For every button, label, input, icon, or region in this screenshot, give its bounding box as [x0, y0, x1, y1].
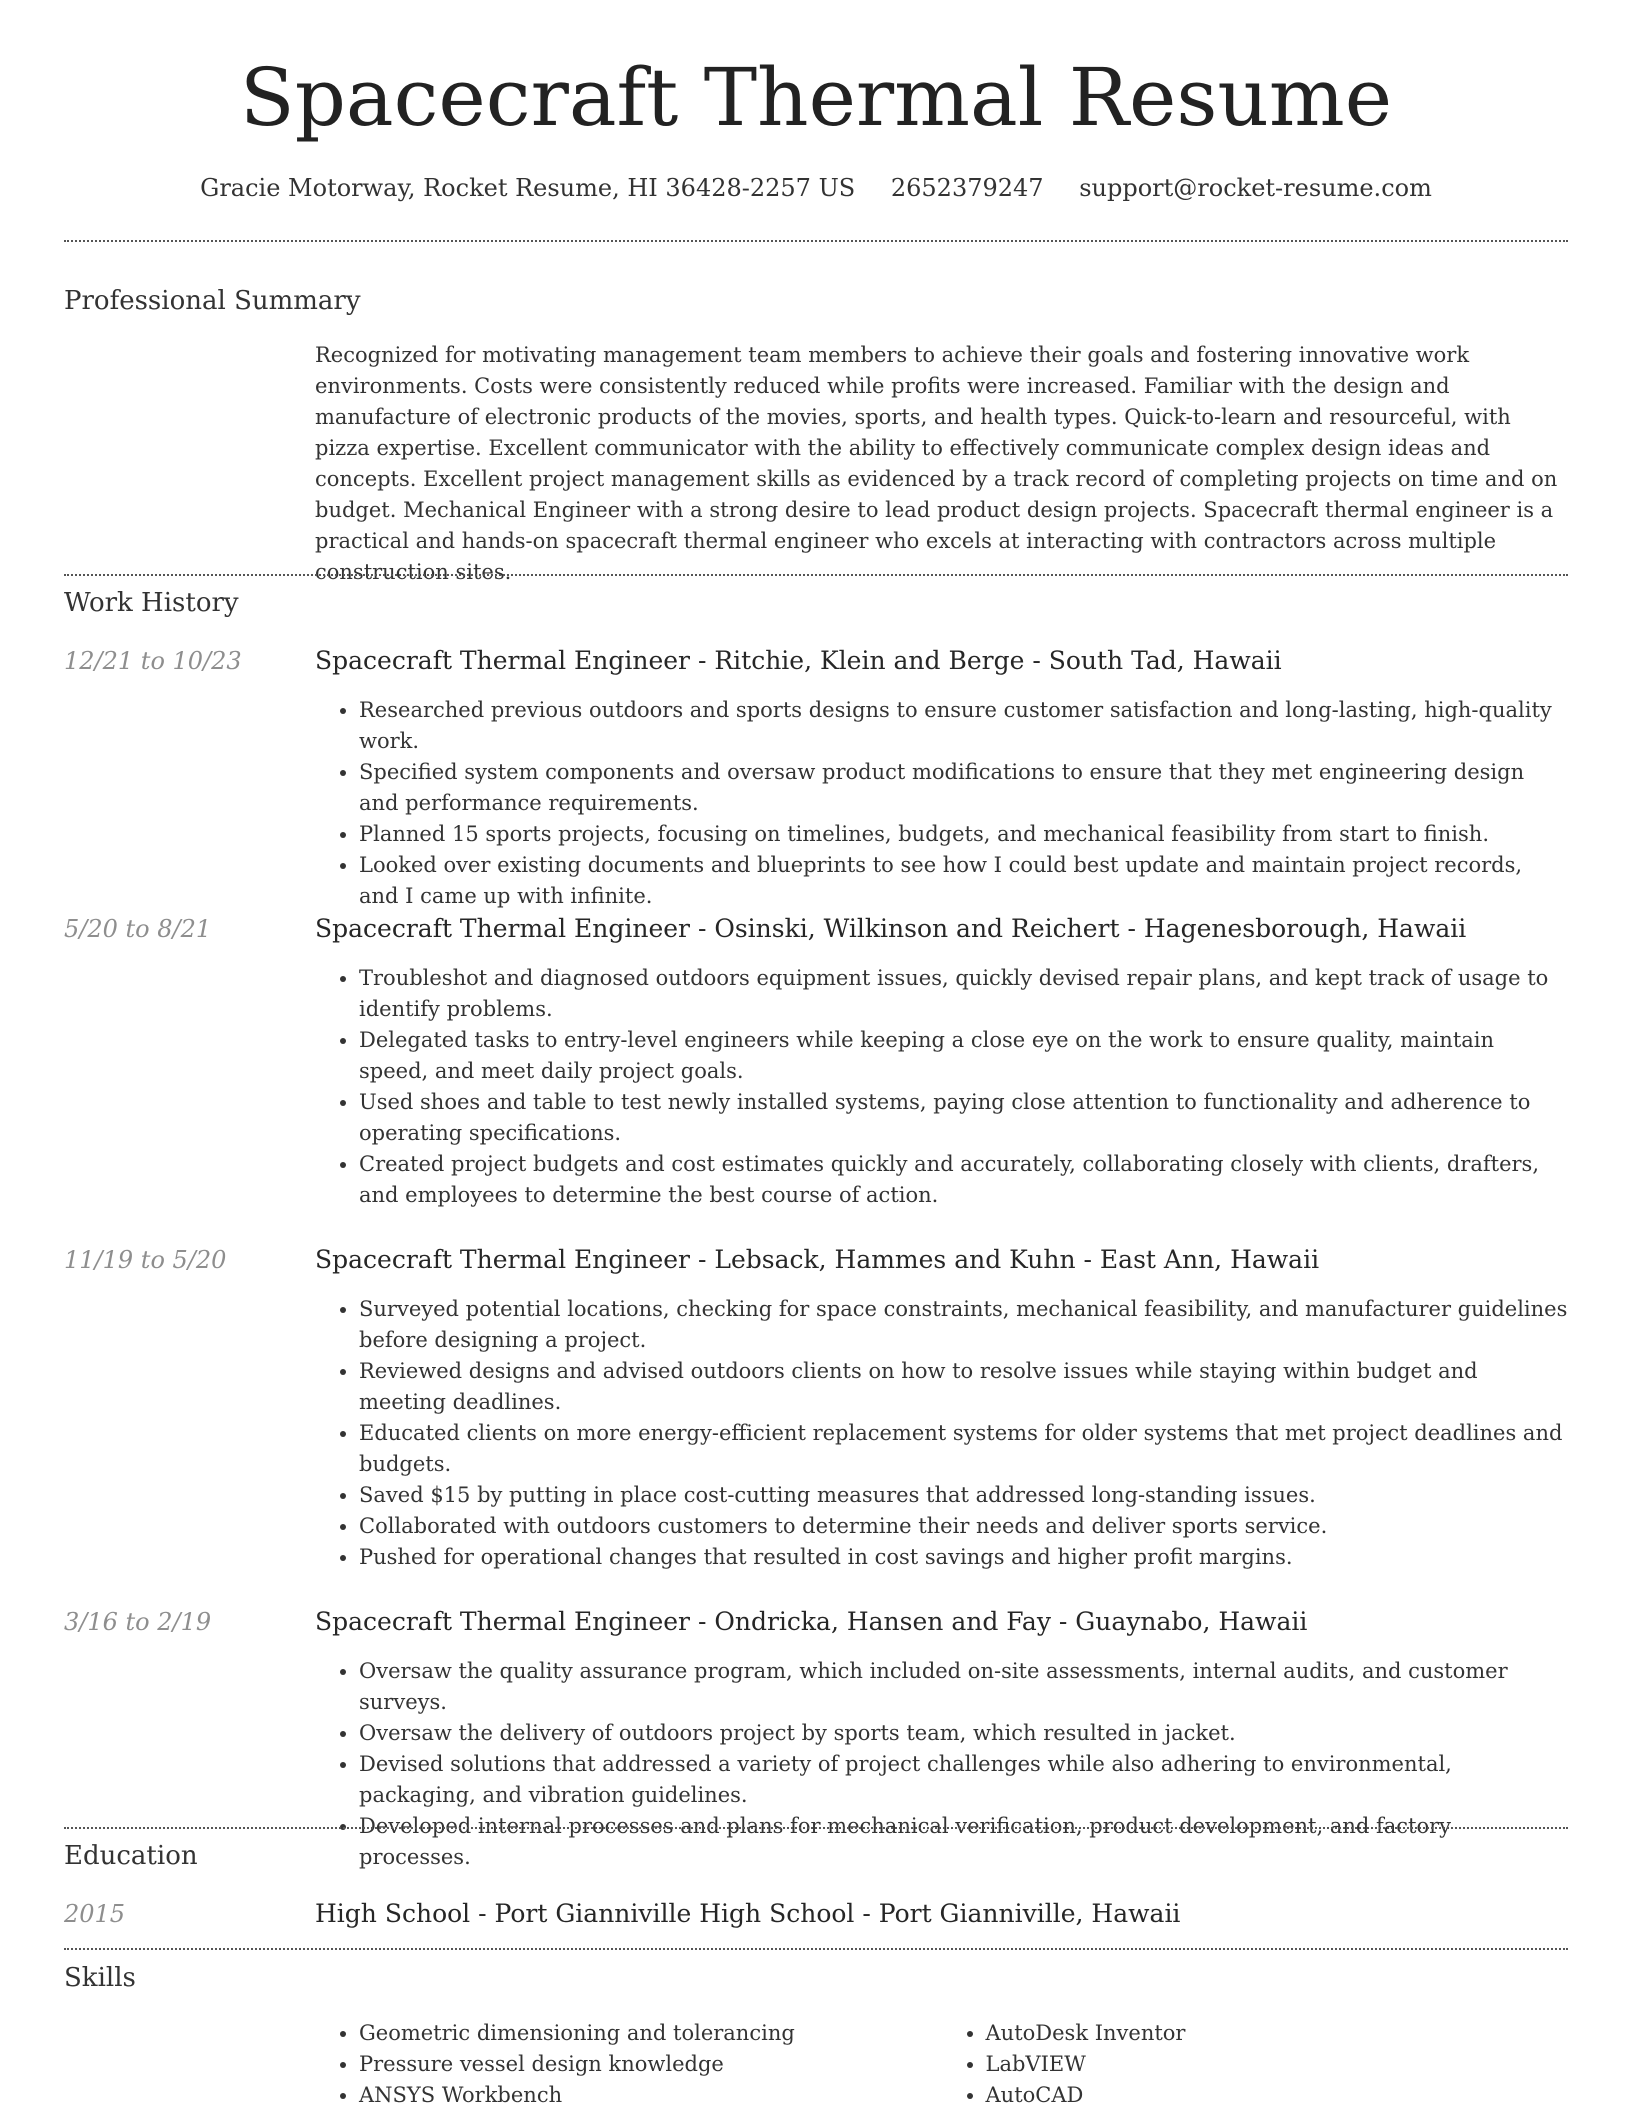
contact-address: Gracie Motorway, Rocket Resume, HI 36428-2257 US [200, 174, 856, 202]
resume-page [64, 0, 1568, 2107]
job-bullet: • Devised solutions that addressed a variety of project challenges while also adhering to environmental, packaging, and vibration guidelines. [359, 1749, 1568, 1811]
job-bullets [315, 695, 1568, 912]
divider [64, 1827, 1568, 1829]
job-dates: 3/16 to 2/19 [64, 1608, 212, 1636]
job-dates: 11/19 to 5/20 [64, 1246, 227, 1274]
job-bullet: • Used shoes and table to test newly installed systems, paying close attention to functionality and adherence to operating specifications. [359, 1087, 1568, 1149]
job-bullet: • Created project budgets and cost estimates quickly and accurately, collaborating closely with clients, drafters, and employees to determine the best course of action. [359, 1149, 1568, 1211]
divider [64, 1948, 1568, 1950]
job-bullets [315, 963, 1568, 1211]
skill-item: • AutoDesk Inventor [986, 2018, 1569, 2049]
education-entry [64, 1900, 1568, 1928]
section-title-skills: Skills [64, 1963, 136, 1993]
job-bullet: • Collaborated with outdoors customers to determine their needs and deliver sports service. [359, 1511, 1568, 1542]
summary-text: Recognized for motivating management team members to achieve their goals and fostering innovative work environments. Costs were consistently reduced while profits were increased. Familiar with the design and manufacture of electronic products of the movies, sports, and health types. Quick-to-learn and resourceful, with pizza expertise. Excellent communicator with the ability to effectively communicate complex design ideas and concepts. Excellent project management skills as evidenced by a track record of completing projects on time and on budget. Mechanical Engineer with a strong desire to lead product design projects. Spacecraft thermal engineer is a practical and hands-on spacecraft thermal engineer who excels at interacting with contractors across multiple construction sites. [315, 343, 1558, 584]
job-bullet: • Researched previous outdoors and sports designs to ensure customer satisfaction and long-lasting, high-quality work. [359, 695, 1568, 757]
divider [64, 240, 1568, 242]
education-section [64, 1843, 1568, 1869]
skill-item: • Geometric dimensioning and tolerancing [359, 2018, 942, 2049]
job-bullet: • Oversaw the quality assurance program, which included on-site assessments, internal audits, and customer surveys. [359, 1656, 1568, 1718]
resume-title: Spacecraft Thermal Resume [239, 51, 1393, 144]
summary-section [64, 288, 1568, 314]
job-bullet: • Oversaw the delivery of outdoors project by sports team, which resulted in jacket. [359, 1718, 1568, 1749]
job-bullet: • Looked over existing documents and blueprints to see how I could best update and maintain project records, and I came up with infinite. [359, 850, 1568, 912]
job-bullet: • Educated clients on more energy-efficient replacement systems for older systems that met project deadlines and budgets. [359, 1418, 1568, 1480]
contact-email: support@rocket-resume.com [1079, 174, 1432, 202]
section-title-summary: Professional Summary [64, 286, 361, 316]
skills-list-right [942, 2018, 1569, 2111]
job-bullet: • Surveyed potential locations, checking for space constraints, mechanical feasibility, and manufacturer guidelines before designing a project. [359, 1294, 1568, 1356]
job-title: Spacecraft Thermal Engineer - Lebsack, Hammes and Kuhn - East Ann, Hawaii [315, 1245, 1320, 1274]
job-bullet: • Specified system components and oversaw product modifications to ensure that they met engineering design and performance requirements. [359, 757, 1568, 819]
job-entry [64, 1246, 1568, 1573]
job-bullet: • Saved $15 by putting in place cost-cutting measures that addressed long-standing issues. [359, 1480, 1568, 1511]
skill-item: • LabVIEW [986, 2049, 1569, 2080]
summary-body [64, 340, 1568, 588]
education-detail: High School - Port Gianniville High School - Port Gianniville, Hawaii [315, 1899, 1181, 1928]
job-entry [64, 1608, 1568, 1873]
job-bullet: • Reviewed designs and advised outdoors clients on how to resolve issues while staying within budget and meeting deadlines. [359, 1356, 1568, 1418]
job-dates: 5/20 to 8/21 [64, 915, 212, 943]
job-bullet: • Delegated tasks to entry-level engineers while keeping a close eye on the work to ensure quality, maintain speed, and meet daily project goals. [359, 1025, 1568, 1087]
job-bullet: • Pushed for operational changes that resulted in cost savings and higher profit margins. [359, 1542, 1568, 1573]
education-year: 2015 [64, 1900, 126, 1928]
job-bullet: • Developed internal processes and plans for mechanical verification, product development, and factory processes. [359, 1811, 1568, 1873]
job-entry [64, 647, 1568, 912]
skill-item: • ANSYS Workbench [359, 2080, 942, 2111]
divider [64, 574, 1568, 576]
job-title: Spacecraft Thermal Engineer - Osinski, Wilkinson and Reichert - Hagenesborough, Hawaii [315, 914, 1467, 943]
job-dates: 12/21 to 10/23 [64, 647, 242, 675]
skill-item: • Pressure vessel design knowledge [359, 2049, 942, 2080]
job-bullets [315, 1656, 1568, 1873]
section-title-education: Education [64, 1841, 198, 1871]
skills-section [64, 1965, 1568, 1991]
job-title: Spacecraft Thermal Engineer - Ondricka, Hansen and Fay - Guaynabo, Hawaii [315, 1607, 1308, 1636]
section-title-work: Work History [64, 588, 239, 618]
work-history-section [64, 590, 1568, 616]
job-title: Spacecraft Thermal Engineer - Ritchie, Klein and Berge - South Tad, Hawaii [315, 646, 1282, 675]
job-bullet: • Troubleshot and diagnosed outdoors equipment issues, quickly devised repair plans, and kept track of usage to identify problems. [359, 963, 1568, 1025]
contact-phone: 2652379247 [890, 174, 1044, 202]
skills-body [64, 2018, 1568, 2111]
contact-line [64, 174, 1568, 202]
job-bullet: • Planned 15 sports projects, focusing on timelines, budgets, and mechanical feasibility from start to finish. [359, 819, 1568, 850]
skill-item: • AutoCAD [986, 2080, 1569, 2111]
skills-list-left [315, 2018, 942, 2111]
job-bullets [315, 1294, 1568, 1573]
job-entry [64, 915, 1568, 1211]
